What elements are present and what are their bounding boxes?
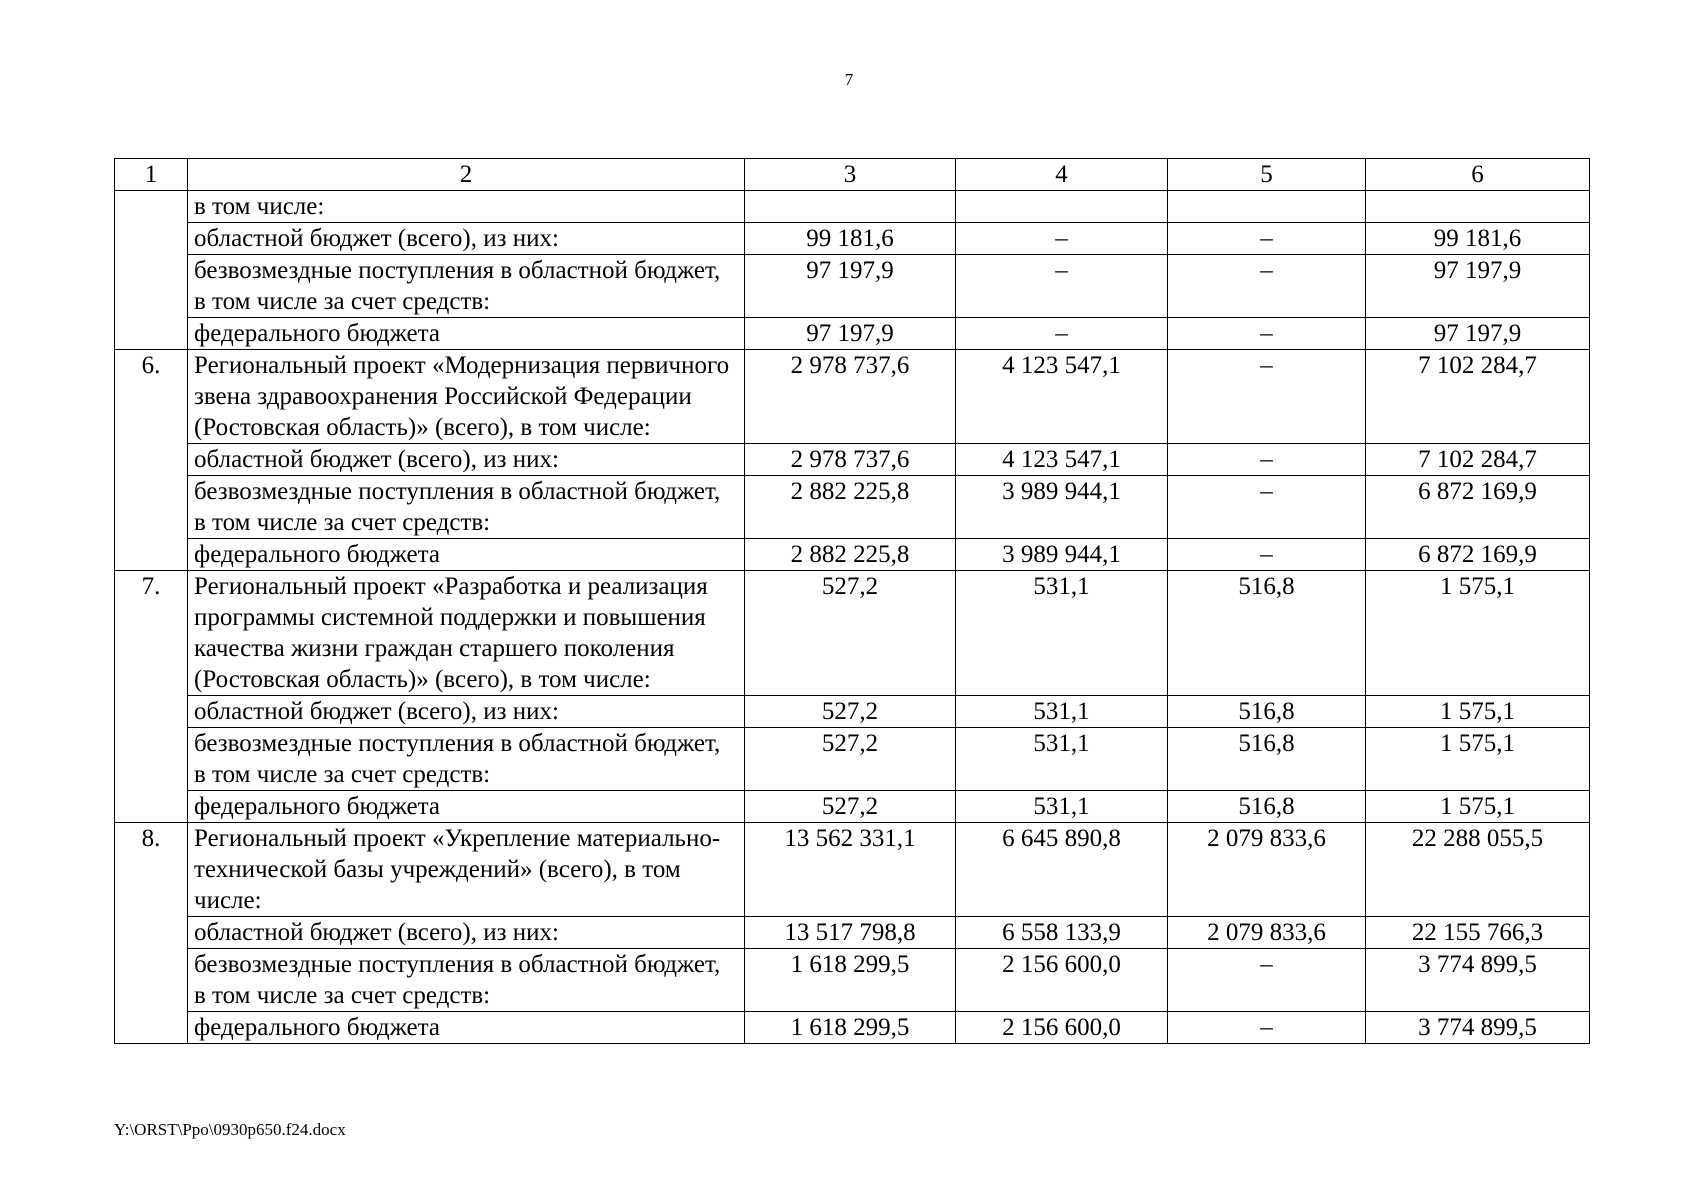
- value-col5: 516,8: [1168, 728, 1366, 791]
- value-col6: 1 575,1: [1366, 791, 1590, 823]
- value-col3: 2 978 737,6: [745, 350, 956, 444]
- value-col3: 2 882 225,8: [745, 476, 956, 539]
- value-col3: 527,2: [745, 728, 956, 791]
- value-col3: 97 197,9: [745, 255, 956, 318]
- row-number: 6.: [115, 350, 188, 571]
- value-col5: 516,8: [1168, 791, 1366, 823]
- value-col5: [1168, 191, 1366, 223]
- value-col4: 531,1: [956, 728, 1168, 791]
- value-col4: –: [956, 223, 1168, 255]
- table-row: [115, 191, 1590, 223]
- value-col5: 516,8: [1168, 571, 1366, 696]
- value-col5: –: [1168, 444, 1366, 476]
- row-description: Региональный проект «Разработка и реализация программы системной поддержки и повышения качества жизни граждан старшего поколения (Ростовская область)» (всего), в том числе:: [188, 571, 745, 696]
- value-col3: 99 181,6: [745, 223, 956, 255]
- row-description: федерального бюджета: [188, 318, 745, 350]
- value-col6: 99 181,6: [1366, 223, 1590, 255]
- value-col3: 527,2: [745, 696, 956, 728]
- table-row: [115, 728, 1590, 791]
- value-col4: 531,1: [956, 571, 1168, 696]
- value-col5: –: [1168, 350, 1366, 444]
- value-col3: 527,2: [745, 791, 956, 823]
- row-number: 8.: [115, 823, 188, 1044]
- row-description: федерального бюджета: [188, 539, 745, 571]
- row-description: областной бюджет (всего), из них:: [188, 444, 745, 476]
- row-description: безвозмездные поступления в областной бюджет, в том числе за счет средств:: [188, 949, 745, 1012]
- table-row: [115, 791, 1590, 823]
- table-header-row: [115, 159, 1590, 191]
- file-path-footer: Y:\ORST\Ppo\0930p650.f24.docx: [114, 1120, 346, 1139]
- value-col4: –: [956, 318, 1168, 350]
- value-col6: 1 575,1: [1366, 728, 1590, 791]
- table-row: [115, 318, 1590, 350]
- value-col6: 7 102 284,7: [1366, 350, 1590, 444]
- row-description: безвозмездные поступления в областной бюджет, в том числе за счет средств:: [188, 728, 745, 791]
- row-description: в том числе:: [188, 191, 745, 223]
- value-col6: 7 102 284,7: [1366, 444, 1590, 476]
- value-col3: 527,2: [745, 571, 956, 696]
- table-row: [115, 476, 1590, 539]
- value-col5: –: [1168, 255, 1366, 318]
- row-description: областной бюджет (всего), из них:: [188, 696, 745, 728]
- value-col4: 2 156 600,0: [956, 949, 1168, 1012]
- page-number: 7: [844, 70, 854, 89]
- value-col5: –: [1168, 318, 1366, 350]
- value-col4: 6 645 890,8: [956, 823, 1168, 917]
- value-col3: 1 618 299,5: [745, 1012, 956, 1044]
- header-cell: 4: [956, 159, 1168, 191]
- table-row: [115, 223, 1590, 255]
- value-col4: 2 156 600,0: [956, 1012, 1168, 1044]
- value-col3: 13 517 798,8: [745, 917, 956, 949]
- value-col6: 22 155 766,3: [1366, 917, 1590, 949]
- value-col6: 3 774 899,5: [1366, 1012, 1590, 1044]
- table-row: [115, 949, 1590, 1012]
- row-description: Региональный проект «Модернизация первичного звена здравоохранения Российской Федерации (Ростовская область)» (всего), в том числе:: [188, 350, 745, 444]
- value-col6: [1366, 191, 1590, 223]
- header-cell: 6: [1366, 159, 1590, 191]
- table-row: [115, 444, 1590, 476]
- value-col5: –: [1168, 476, 1366, 539]
- value-col4: 6 558 133,9: [956, 917, 1168, 949]
- row-description: безвозмездные поступления в областной бюджет, в том числе за счет средств:: [188, 476, 745, 539]
- value-col4: 531,1: [956, 696, 1168, 728]
- value-col5: –: [1168, 223, 1366, 255]
- row-description: областной бюджет (всего), из них:: [188, 223, 745, 255]
- value-col5: –: [1168, 949, 1366, 1012]
- value-col4: 4 123 547,1: [956, 444, 1168, 476]
- budget-table: [114, 158, 1590, 1044]
- row-description: Региональный проект «Укрепление материально-технической базы учреждений» (всего), в том числе:: [188, 823, 745, 917]
- table-row: [115, 350, 1590, 444]
- table-row: [115, 917, 1590, 949]
- value-col3: 1 618 299,5: [745, 949, 956, 1012]
- value-col6: 22 288 055,5: [1366, 823, 1590, 917]
- header-cell: 5: [1168, 159, 1366, 191]
- value-col6: 97 197,9: [1366, 255, 1590, 318]
- row-number: [115, 191, 188, 350]
- header-cell: 2: [188, 159, 745, 191]
- value-col5: 2 079 833,6: [1168, 823, 1366, 917]
- value-col5: –: [1168, 539, 1366, 571]
- value-col6: 97 197,9: [1366, 318, 1590, 350]
- table-row: [115, 823, 1590, 917]
- table-row: [115, 696, 1590, 728]
- table-row: [115, 571, 1590, 696]
- header-cell: 3: [745, 159, 956, 191]
- value-col6: 1 575,1: [1366, 571, 1590, 696]
- value-col4: 4 123 547,1: [956, 350, 1168, 444]
- value-col4: –: [956, 255, 1168, 318]
- table-row: [115, 1012, 1590, 1044]
- value-col5: –: [1168, 1012, 1366, 1044]
- value-col6: 3 774 899,5: [1366, 949, 1590, 1012]
- value-col5: 516,8: [1168, 696, 1366, 728]
- value-col5: 2 079 833,6: [1168, 917, 1366, 949]
- header-cell: 1: [115, 159, 188, 191]
- row-description: безвозмездные поступления в областной бюджет, в том числе за счет средств:: [188, 255, 745, 318]
- value-col6: 6 872 169,9: [1366, 476, 1590, 539]
- value-col6: 1 575,1: [1366, 696, 1590, 728]
- value-col3: 2 978 737,6: [745, 444, 956, 476]
- value-col4: 531,1: [956, 791, 1168, 823]
- value-col3: [745, 191, 956, 223]
- value-col6: 6 872 169,9: [1366, 539, 1590, 571]
- value-col4: [956, 191, 1168, 223]
- row-number: 7.: [115, 571, 188, 823]
- value-col3: 2 882 225,8: [745, 539, 956, 571]
- table-row: [115, 539, 1590, 571]
- value-col3: 13 562 331,1: [745, 823, 956, 917]
- value-col4: 3 989 944,1: [956, 539, 1168, 571]
- row-description: федерального бюджета: [188, 1012, 745, 1044]
- value-col3: 97 197,9: [745, 318, 956, 350]
- row-description: областной бюджет (всего), из них:: [188, 917, 745, 949]
- row-description: федерального бюджета: [188, 791, 745, 823]
- table-row: [115, 255, 1590, 318]
- value-col4: 3 989 944,1: [956, 476, 1168, 539]
